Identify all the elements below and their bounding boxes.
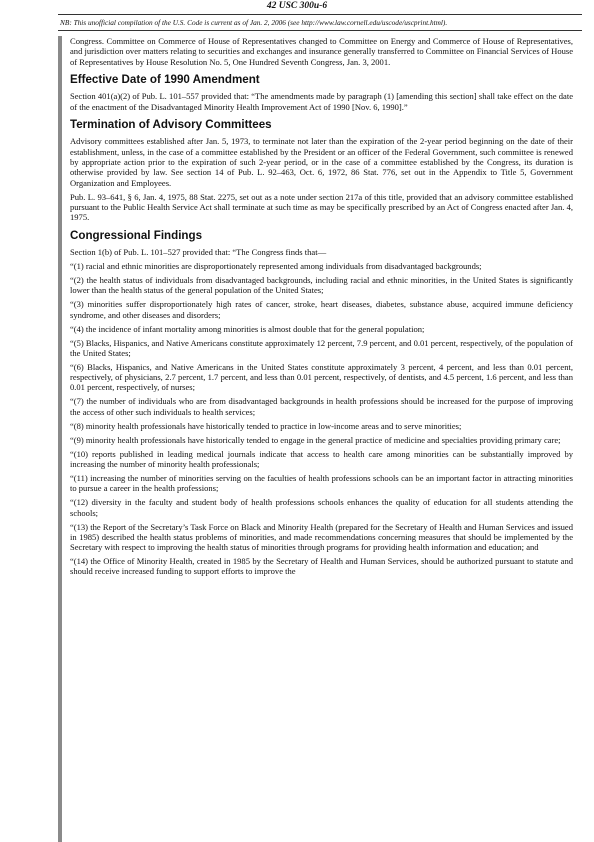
section-committee-change (70, 36, 573, 67)
paragraph: Section 1(b) of Pub. L. 101–527 provided that: “The Congress finds that— (70, 247, 327, 258)
note-margin-bar (58, 36, 62, 842)
finding-item: “(12) diversity in the faculty and student body of health professions schools enhances the quality of education for all students attending the schools; (70, 497, 573, 518)
finding-item: “(6) Blacks, Hispanics, and Native Americans in the United States constitute approximately 3 percent, 4 percent, and less than 0.01 percent, respectively, of physicians, 2.7 percent, 1.7 percent, and less than 0.01 percent, respectively, of dentists, and 4.5 percent, 1.6 percent, and less than 0.01 percent, respectively, of nurses; (70, 361, 573, 393)
finding-item: “(1) racial and ethnic minorities are disproportionately represented among individuals from disadvantaged backgrounds; (70, 261, 482, 272)
finding-item: “(7) the number of individuals who are from disadvantaged backgrounds in health professions should be increased for the purpose of improving the access of other such individuals to health services; (70, 396, 573, 417)
finding-item: “(13) the Report of the Secretary’s Task Force on Black and Minority Health (prepared for the Secretary of Health and Human Services and issued in 1985) described the health status problems of minorities, and made recommendations concerning measures that should be implemented by the Secretary with respect to improving the health status of minorities through programs for providing health information and education; and (70, 521, 573, 553)
section-termination (70, 118, 573, 222)
finding-item: “(8) minority health professionals have historically tended to practice in low-income areas and to serve minorities; (70, 420, 462, 431)
section-heading: Congressional Findings (70, 229, 203, 243)
paragraph: Section 401(a)(2) of Pub. L. 101–557 provided that: “The amendments made by paragraph (1) [amending this section] shall take effect on the date of the enactment of the Disadvantaged Minority Health Improvement Act of 1990 [Nov. 6, 1990].” (70, 91, 573, 112)
notice-rule (58, 30, 582, 31)
section-heading: Effective Date of 1990 Amendment (70, 73, 260, 87)
finding-item: “(14) the Office of Minority Health, created in 1985 by the Secretary of Health and Human Services, should be authorized pursuant to statute and should receive increased funding to support efforts to improve the (70, 556, 573, 577)
document-body (70, 36, 573, 580)
finding-item: “(10) reports published in leading medical journals indicate that access to health care among minorities can be substantially improved by increasing the number of minority health professionals; (70, 448, 573, 469)
section-findings (70, 229, 573, 577)
section-heading: Termination of Advisory Committees (70, 118, 272, 132)
paragraph: Congress. Committee on Commerce of House of Representatives changed to Committee on Energy and Commerce of House of Representatives, and jurisdiction over matters relating to securities and exchanges and insurance generally transferred to Committee on Financial Services of House of Representatives by House Resolution No. 5, One Hundred Seventh Congress, Jan. 3, 2001. (70, 36, 573, 67)
compilation-notice: NB: This unofficial compilation of the U.S. Code is current as of Jan. 2, 2006 (see http://www.law.cornell.edu/uscode/uscprint.html). (60, 18, 448, 27)
paragraph: Advisory committees established after Jan. 5, 1973, to terminate not later than the expiration of the 2-year period beginning on the date of their establishment, unless, in the case of a committee established by the President or an officer of the Federal Government, such committee is renewed by appropriate action prior to the expiration of such 2-year period, or in the case of a committee established by the Congress, its duration is otherwise provided by law. See section 14 of Pub. L. 92–463, Oct. 6, 1972, 86 Stat. 776, set out in the Appendix to Title 5, Government Organization and Employees. (70, 136, 573, 188)
header-rule (58, 14, 582, 15)
paragraph: Pub. L. 93–641, § 6, Jan. 4, 1975, 88 Stat. 2275, set out as a note under section 217a of this title, provided that an advisory committee established pursuant to the Public Health Service Act shall terminate at such time as may be specifically prescribed by an Act of Congress enacted after Jan. 4, 1975. (70, 191, 573, 223)
section-effective-date (70, 73, 573, 112)
finding-item: “(5) Blacks, Hispanics, and Native Americans constitute approximately 12 percent, 7.9 percent, and 0.01 percent, respectively, of the population of the United States; (70, 337, 573, 358)
finding-item: “(11) increasing the number of minorities serving on the faculties of health professions schools can be an important factor in attracting minorities to pursue a career in the health professions; (70, 472, 573, 494)
finding-item: “(4) the incidence of infant mortality among minorities is almost double that for the general population; (70, 323, 425, 334)
finding-item: “(3) minorities suffer disproportionately high rates of cancer, stroke, heart diseases, diabetes, substance abuse, acquired immune deficiency syndrome, and other diseases and disorders; (70, 299, 573, 320)
finding-item: “(9) minority health professionals have historically tended to engage in the general practice of medicine and specialties providing primary care; (70, 434, 561, 445)
finding-item: “(2) the health status of individuals from disadvantaged backgrounds, including racial and ethnic minorities, in the United States is significantly lower than the health status of the general population of the United States; (70, 275, 573, 296)
page-header: 42 USC 300u-6 (266, 1, 328, 11)
